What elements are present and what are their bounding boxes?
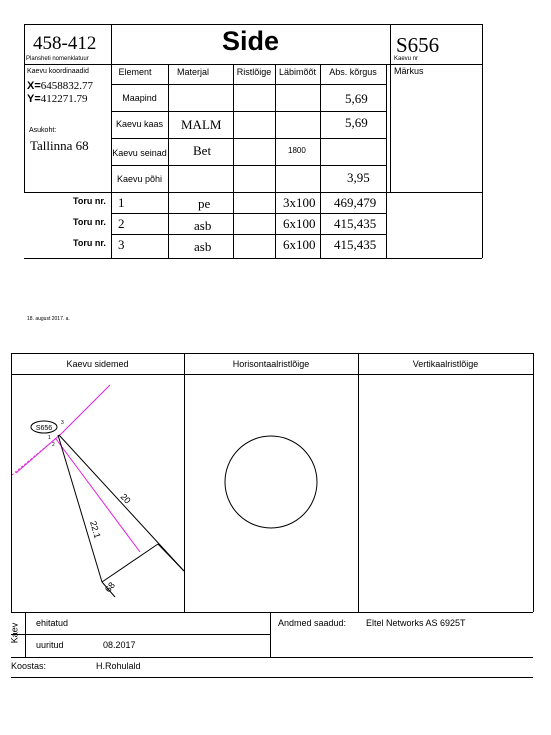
dimension-line — [102, 544, 158, 582]
pipe-label: Toru nr. — [73, 196, 106, 206]
surveyed-value: 08.2017 — [103, 640, 136, 650]
pipe-label-3: 3 — [61, 420, 64, 426]
pipe-diameter: 6x100 — [283, 216, 316, 231]
pipe-material: pe — [198, 196, 211, 211]
pipe-diameter: 6x100 — [283, 237, 316, 252]
col-note: Märkus — [394, 66, 424, 76]
nomenclature-value: 458-412 — [33, 33, 97, 54]
col-diameter: Läbimõõt — [278, 67, 317, 77]
pipe-material: asb — [194, 239, 212, 254]
coords-label: Kaevu koordinaadid — [27, 68, 89, 75]
dimension-line — [158, 544, 184, 571]
row-diameter: 1800 — [288, 146, 306, 155]
well-circle — [225, 436, 317, 528]
row-abs: 5,69 — [345, 115, 368, 130]
y-label: Y= — [27, 93, 41, 105]
pipe-material: asb — [194, 218, 212, 233]
pipe-nr: 3 — [118, 237, 125, 252]
pipe-line — [62, 385, 110, 433]
col-material: Materjal — [176, 67, 209, 77]
location-label: Asukoht: — [29, 127, 57, 134]
row-element: Kaevu põhi — [116, 174, 163, 184]
pipe-abs: 469,479 — [334, 195, 377, 210]
pipe-label: Toru nr. — [73, 217, 106, 227]
row-material: MALM — [181, 117, 222, 132]
row-element: Kaevu kaas — [115, 119, 164, 129]
surveyed-label: uuritud — [36, 640, 64, 650]
connections-sketch — [12, 375, 184, 612]
pipe-diameter: 3x100 — [283, 195, 316, 210]
document-date: 18. august 2017. a. — [27, 316, 70, 322]
author-value: H.Rohulald — [96, 661, 141, 671]
panel-title-vertical: Vertikaalristlõige — [412, 359, 479, 369]
panel-title-connections: Kaevu sidemed — [66, 359, 129, 369]
dimension-20: 20 — [118, 491, 133, 506]
nomenclature-label: Plansheti nomenklatuur — [26, 56, 89, 62]
col-abs-height: Abs. kõrgus — [329, 67, 377, 77]
dimension-line — [58, 435, 102, 582]
panel-title-horizontal: Horisontaalristlõige — [232, 359, 310, 369]
row-element: Maapind — [122, 93, 157, 103]
pipe-nr: 2 — [118, 216, 125, 231]
dimension-line — [59, 435, 184, 571]
well-number-label: Kaevu nr — [394, 56, 419, 62]
pipe-label-2: 2 — [52, 442, 55, 448]
row-abs: 5,69 — [345, 91, 368, 106]
y-coordinate — [27, 93, 88, 105]
built-label: ehitatud — [36, 618, 69, 628]
col-cross: Ristlõige — [236, 67, 272, 77]
well-label: S656 — [35, 425, 53, 432]
col-element: Element — [118, 67, 152, 77]
dimension-22-1: 22.1 — [88, 519, 103, 540]
y-value: 412271.79 — [40, 93, 88, 105]
footer-side-label: Kaev — [9, 622, 20, 644]
row-abs: 3,95 — [347, 170, 370, 185]
x-label: X= — [27, 80, 41, 92]
pipe-label: Toru nr. — [73, 238, 106, 248]
well-number: S656 — [396, 33, 440, 57]
pipe-label-1: 1 — [48, 435, 51, 441]
pipe-nr: 1 — [118, 195, 125, 210]
author-label: Koostas: — [11, 661, 47, 671]
row-element: Kaevu seinad — [112, 148, 167, 158]
pipe-abs: 415,435 — [334, 237, 377, 252]
page-title: Side — [221, 26, 280, 56]
horizontal-section — [185, 375, 358, 612]
dimension-68: 68 — [102, 580, 117, 595]
pipe-abs: 415,435 — [334, 216, 377, 231]
row-material: Bet — [193, 143, 212, 158]
source-label: Andmed saadud: — [278, 618, 347, 628]
x-coordinate — [27, 80, 93, 92]
x-value: 6458832.77 — [40, 80, 94, 92]
source-value: Eltel Networks AS 6925T — [366, 618, 466, 628]
location-value: Tallinna 68 — [30, 138, 89, 153]
